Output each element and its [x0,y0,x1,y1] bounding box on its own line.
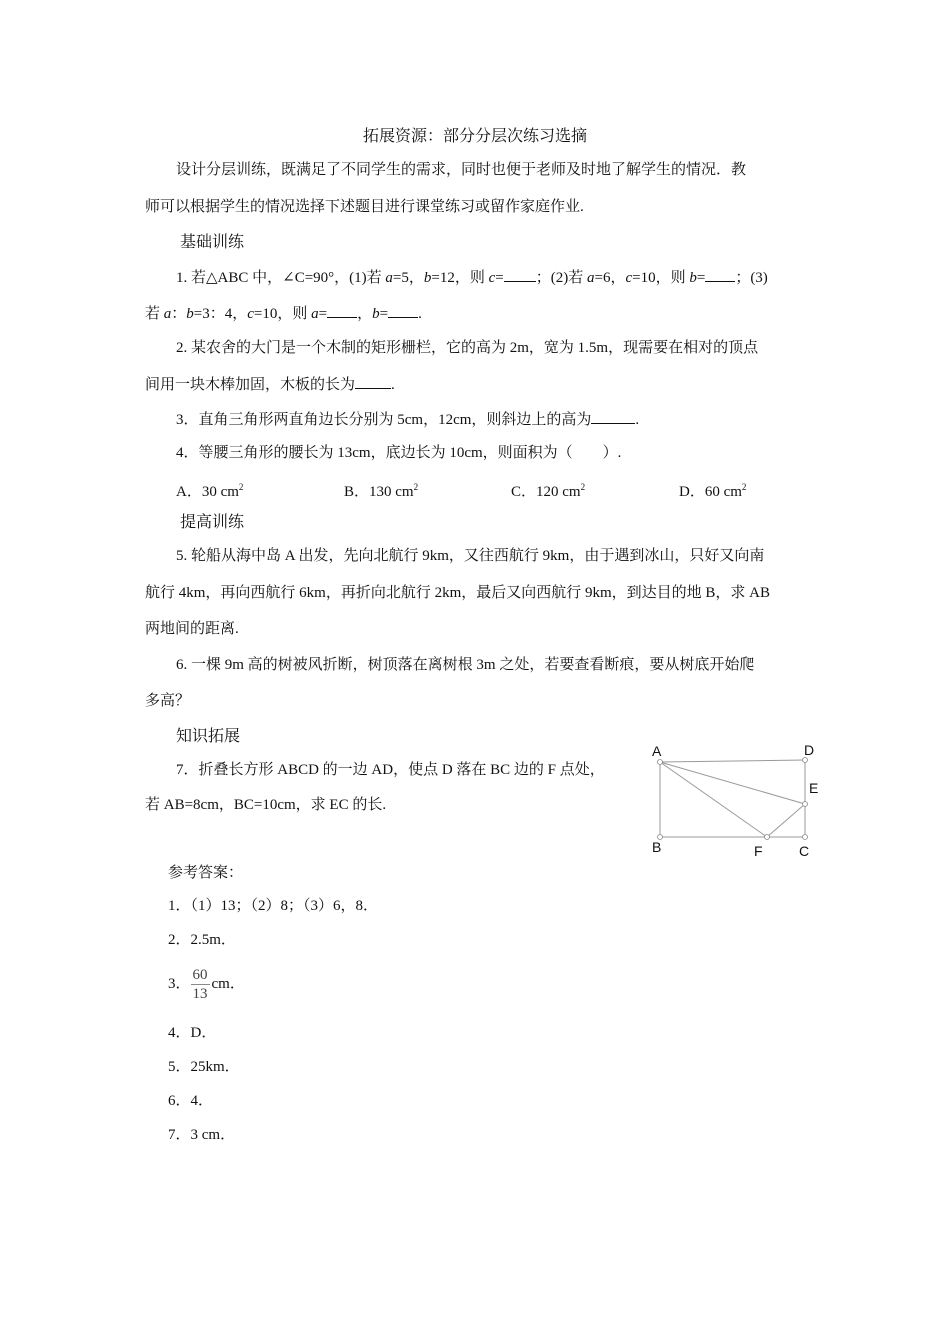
label-c: C [799,843,810,859]
point-c [803,835,808,840]
question-2-line-1: 2. 某农舍的大门是一个木制的矩形栅栏，它的高为 2m，宽为 1.5m，现需要在相对的顶点 [176,340,759,356]
option-b: B．130 $cm^2$ [344,482,419,500]
label-b: B [652,839,662,855]
option-d: D．60 $cm^2$ [679,482,747,500]
question-5-line-2: 航行 4km，再向西航行 6km，再折向北航行 2km，最后又向西航行 9km，到达目的地 B，求 AB [145,585,771,601]
fraction: $\frac{60}{13}$ [192,967,208,1003]
edge-ad [660,760,805,762]
answer-blank [388,303,418,318]
question-1-line-1: 1. 若△ABC 中，∠C=90°，(1)若 a=5，b=12，则 c= ；(2)若 a=6，c=10，则 b= ；(3) [176,267,768,288]
answer-blank [705,267,735,282]
question-1-line-2: 若 a：b=3：4，c=10，则 a= ，b= . [145,303,422,324]
question-5-line-1: 5. 轮船从海中岛 A 出发，先向北航行 9km，又往西航行 9km，由于遇到冰山，只好又向南 [176,548,765,564]
answer-6: 6．4． [168,1093,214,1109]
fold-line-ae [660,762,805,804]
folded-rectangle-figure [640,735,830,865]
section-extension-heading: 知识拓展 [176,726,241,745]
label-e: E [809,780,819,796]
section-basic-heading: 基础训练 [180,232,245,251]
point-a [658,760,663,765]
point-e [803,802,808,807]
segment-fe [767,804,805,837]
question-7-line-2: 若 AB=8cm，BC=10cm，求 EC 的长. [145,797,387,813]
answer-4: 4．D． [168,1025,217,1041]
question-5-line-3: 两地间的距离. [145,621,239,637]
answer-blank [504,267,536,282]
answer-1: 1．（1）13；（2）8；（3）6，8． [168,898,379,914]
point-d [803,758,808,763]
point-f [765,835,770,840]
option-a: A．30 $cm^2$ [176,482,244,500]
answer-blank [355,374,391,389]
question-6-line-2: 多高？ [145,693,191,709]
option-c: C．120 $cm^2$ [511,482,586,500]
question-3: 3．直角三角形两直角边长分别为 5cm，12cm，则斜边上的高为 . [176,409,639,430]
label-a: A [652,743,662,759]
answer-5: 5．25km． [168,1059,240,1075]
page-title: 拓展资源：部分分层次练习选摘 [362,126,587,145]
section-advanced-heading: 提高训练 [180,512,245,531]
answer-7: 7．3 cm． [168,1127,236,1143]
segment-af [660,762,767,837]
answer-2: 2．2.5m． [168,932,236,948]
intro-line-1: 设计分层训练，既满足了不同学生的需求，同时也便于老师及时地了解学生的情况．教 [176,162,747,178]
label-f: F [754,843,763,859]
answer-3: 3． $\frac{60}{13}$ cm． [168,967,245,1003]
answer-blank [591,409,635,424]
intro-line-2: 师可以根据学生的情况选择下述题目进行课堂练习或留作家庭作业. [145,199,584,215]
question-6-line-1: 6. 一棵 9m 高的树被风折断，树顶落在离树根 3m 之处，若要查看断痕，要从树底开始爬 [176,657,755,673]
question-4: 4．等腰三角形的腰长为 13cm，底边长为 10cm，则面积为（ ）. [176,445,622,461]
label-d: D [804,742,815,758]
answers-heading: 参考答案： [168,863,244,881]
question-2-line-2: 间用一块木棒加固，木板的长为 . [145,374,395,395]
answer-blank [327,303,357,318]
question-7-line-1: 7．折叠长方形 ABCD 的一边 AD，使点 D 落在 BC 边的 F 点处， [176,762,605,778]
